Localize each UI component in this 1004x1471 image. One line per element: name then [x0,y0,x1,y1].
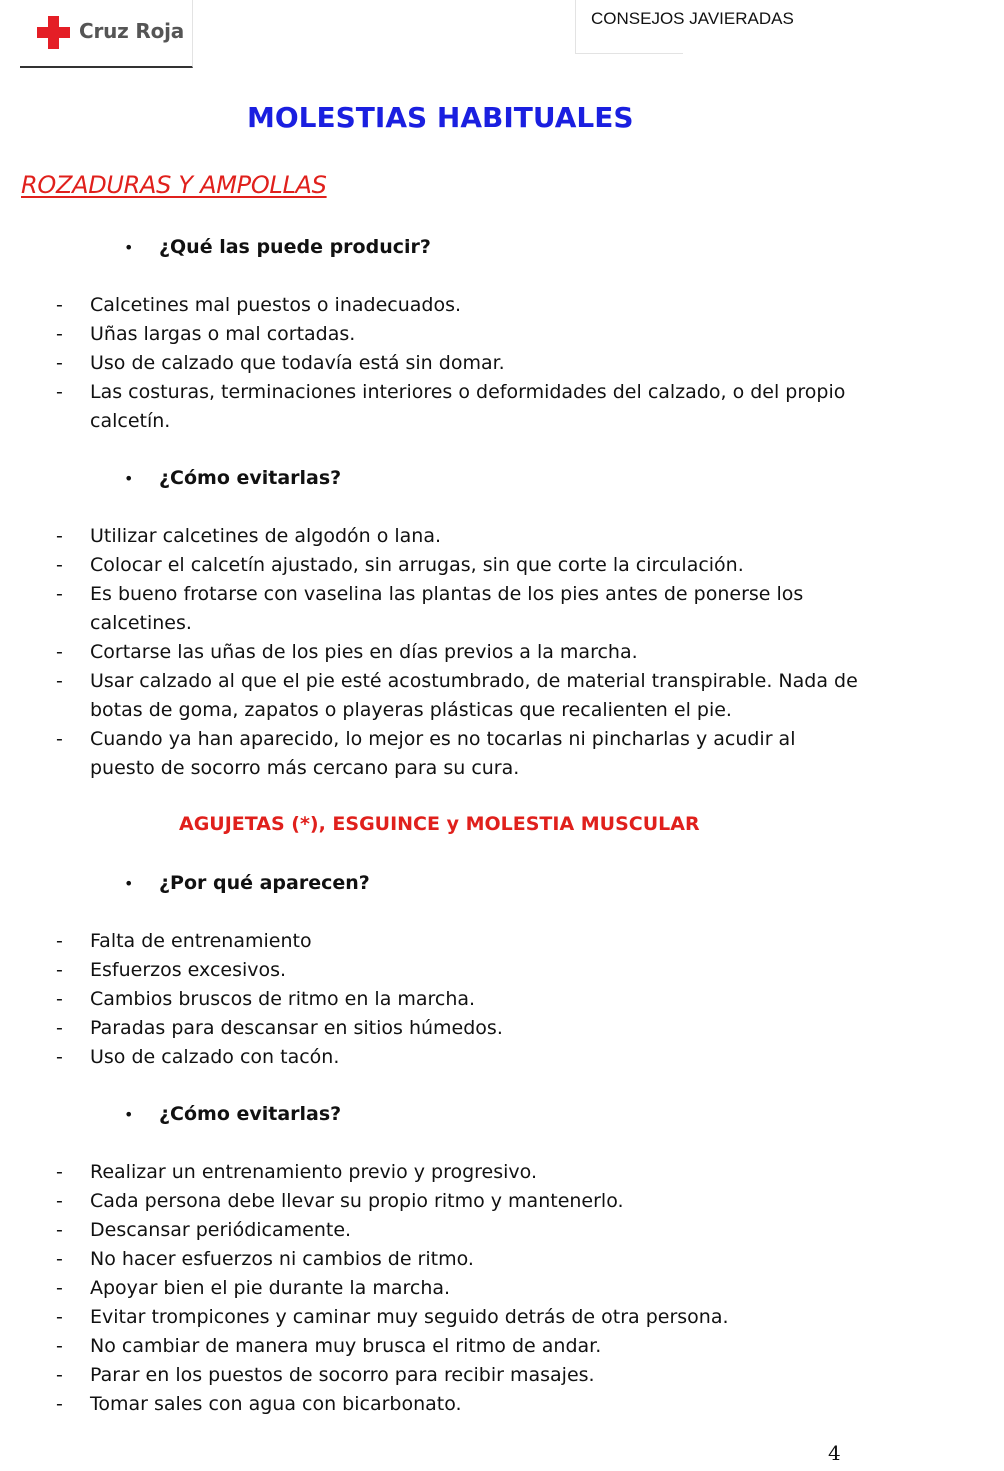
list-item-text: No cambiar de manera muy brusca el ritmo de andar. [90,1335,602,1357]
bullet-marker: • [124,874,134,893]
dash-marker: - [56,583,63,605]
list-item [0,956,860,985]
list-item [0,349,860,378]
list-item [0,1187,860,1216]
list-item [0,985,860,1014]
dash-marker: - [56,294,63,316]
list-item-text: Uñas largas o mal cortadas. [90,323,356,345]
list-item-text: Uso de calzado que todavía está sin domar. [90,352,505,374]
list-item-text: Falta de entrenamiento [90,930,312,952]
list-item [0,1043,860,1072]
list-item [0,725,860,783]
dash-marker: - [56,1364,63,1386]
dash-marker: - [56,381,63,403]
dash-marker: - [56,728,63,750]
list-item [0,551,860,580]
list-item-text: Cada persona debe llevar su propio ritmo y mantenerlo. [90,1190,624,1212]
list-item [0,1390,860,1419]
list-item-text: Colocar el calcetín ajustado, sin arrugas, sin que corte la circulación. [90,554,744,576]
dash-marker: - [56,352,63,374]
list-item [0,1158,860,1187]
list-item-text: Evitar trompicones y caminar muy seguido detrás de otra persona. [90,1306,729,1328]
question-text: ¿Por qué aparecen? [159,872,370,894]
list-item-text: Usar calzado al que el pie esté acostumbrado, de material transpirable. Nada de botas de goma, zapatos o playeras plásticas que recalienten el pie. [90,670,858,721]
bullet-marker: • [124,238,134,257]
dash-marker: - [56,1161,63,1183]
list-item-text: Esfuerzos excesivos. [90,959,287,981]
list-item [0,522,860,551]
dash-marker: - [56,1219,63,1241]
list-item [0,1303,860,1332]
list-item [0,1245,860,1274]
list-item-text: Es bueno frotarse con vaselina las plantas de los pies antes de ponerse los calcetines. [90,583,804,634]
dash-marker: - [56,1335,63,1357]
dash-marker: - [56,554,63,576]
list-item [0,927,860,956]
dash-marker: - [56,641,63,663]
cause-list [0,291,1004,436]
list-item-text: Calcetines mal puestos o inadecuados. [90,294,462,316]
question-text: ¿Qué las puede producir? [159,236,431,258]
dash-marker: - [56,1306,63,1328]
list-item-text: No hacer esfuerzos ni cambios de ritmo. [90,1248,474,1270]
list-item-text: Utilizar calcetines de algodón o lana. [90,525,442,547]
list-item [0,1274,860,1303]
bullet-marker: • [124,1105,134,1124]
list-item-text: Paradas para descansar en sitios húmedos. [90,1017,503,1039]
prevention-list [0,522,1004,783]
list-item-text: Tomar sales con agua con bicarbonato. [90,1393,462,1415]
dash-marker: - [56,1277,63,1299]
dash-marker: - [56,1046,63,1068]
dash-marker: - [56,988,63,1010]
dash-marker: - [56,1017,63,1039]
header-label: CONSEJOS JAVIERADAS [591,9,794,28]
list-item-text: Apoyar bien el pie durante la marcha. [90,1277,451,1299]
cause-list [0,927,1004,1072]
list-item [0,291,860,320]
list-item [0,1361,860,1390]
section-title-agujetas: AGUJETAS (*), ESGUINCE y MOLESTIA MUSCULAR [179,813,700,835]
list-item [0,1332,860,1361]
bullet-marker: • [124,469,134,488]
dash-marker: - [56,1190,63,1212]
list-item-text: Cuando ya han aparecido, lo mejor es no tocarlas ni pincharlas y acudir al puesto de socorro más cercano para su cura. [90,728,796,779]
dash-marker: - [56,1393,63,1415]
list-item-text: Cortarse las uñas de los pies en días previos a la marcha. [90,641,638,663]
list-item [0,320,860,349]
dash-marker: - [56,959,63,981]
list-item-text: Parar en los puestos de socorro para recibir masajes. [90,1364,595,1386]
list-item [0,638,860,667]
dash-marker: - [56,670,63,692]
page-number: 4 [828,1441,841,1465]
list-item-text: Descansar periódicamente. [90,1219,352,1241]
list-item-text: Uso de calzado con tacón. [90,1046,340,1068]
list-item-text: Cambios bruscos de ritmo en la marcha. [90,988,476,1010]
section-title-rozaduras: ROZADURAS Y AMPOLLAS [21,171,327,199]
logo-name: Cruz Roja [79,19,185,43]
question-text: ¿Cómo evitarlas? [159,467,342,489]
list-item [0,378,860,436]
dash-marker: - [56,930,63,952]
question-text: ¿Cómo evitarlas? [159,1103,342,1125]
logo [20,0,193,68]
list-item-text: Las costuras, terminaciones interiores o deformidades del calzado, o del propio calcetín. [90,381,846,432]
dash-marker: - [56,323,63,345]
dash-marker: - [56,1248,63,1270]
dash-marker: - [56,525,63,547]
list-item [0,580,860,638]
list-item [0,1014,860,1043]
list-item [0,667,860,725]
list-item-text: Realizar un entrenamiento previo y progresivo. [90,1161,538,1183]
page-title: MOLESTIAS HABITUALES [247,101,634,134]
list-item [0,1216,860,1245]
prevention-list [0,1158,1004,1419]
red-cross-icon [37,16,70,49]
